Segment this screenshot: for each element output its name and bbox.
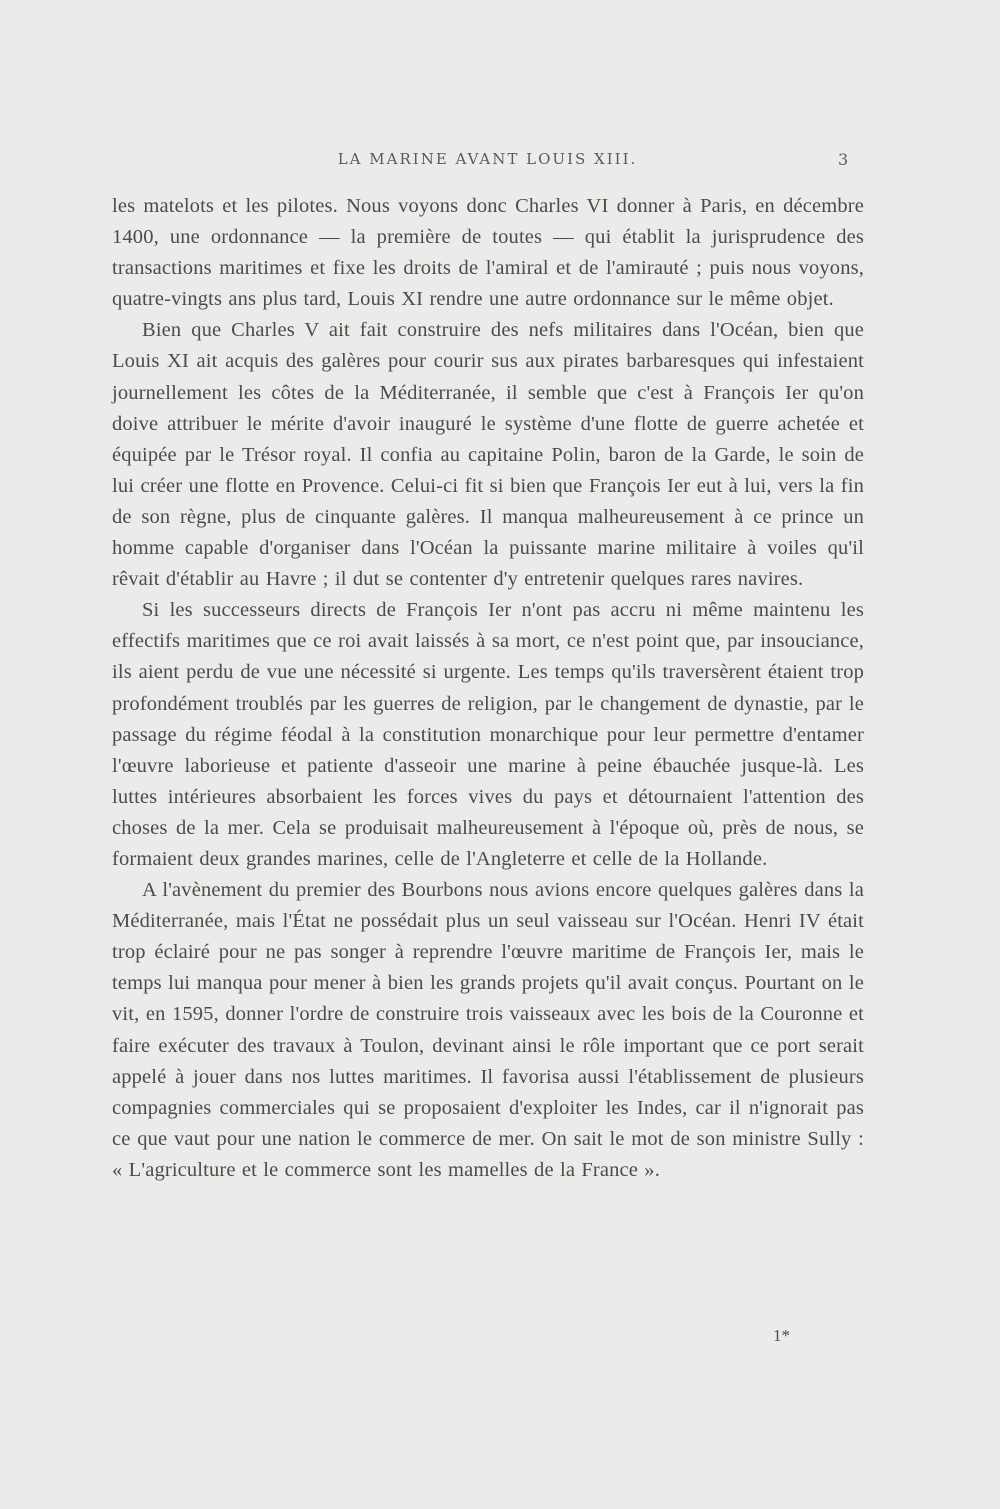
running-title: LA MARINE AVANT LOUIS XIII.	[337, 150, 638, 168]
paragraph: les matelots et les pilotes. Nous voyons donc Charles VI donner à Paris, en décembre 1400, une ordonnance — la première de toutes — qui établit la jurisprudence des transactions maritimes et fixe les droits de l'amiral et de l'amirauté ; puis nous voyons, quatre-vingts ans plus tard, Louis XI rendre une autre ordonnance sur le même objet.	[112, 195, 864, 311]
body-text	[112, 191, 864, 1186]
paragraph: Si les successeurs directs de François Ier n'ont pas accru ni même maintenu les effectifs maritimes que ce roi avait laissés à sa mort, ce n'est point que, par insouciance, ils aient perdu de vue une nécessité si urgente. Les temps qu'ils traversèrent étaient trop profondément troublés par les guerres de religion, par le changement de dynastie, par le passage du régime féodal à la constitution monarchique pour leur permettre d'entamer l'œuvre laborieuse et patiente d'asseoir une marine à peine ébauchée jusque-là. Les luttes intérieures absorbaient les forces vives du pays et détournaient l'attention des choses de la mer. Cela se produisait malheureusement à l'époque où, près de nous, se formaient deux grandes marines, celle de l'Angleterre et celle de la Hollande.	[112, 599, 864, 870]
signature-mark: 1*	[773, 1326, 790, 1345]
running-head	[0, 150, 1000, 174]
paragraph: Bien que Charles V ait fait construire des nefs militaires dans l'Océan, bien que Louis XI ait acquis des galères pour courir sus aux pirates barbaresques qui infestaient journellement les côtes de la Méditerranée, il semble que c'est à François Ier qu'on doive attribuer le mérite d'avoir inauguré le système d'une flotte de guerre achetée et équipée par le Trésor royal. Il confia au capitaine Polin, baron de la Garde, le soin de lui créer une flotte en Provence. Celui-ci fit si bien que François Ier eut à lui, vers la fin de son règne, plus de cinquante galères. Il manqua malheureusement à ce prince un homme capable d'organiser dans l'Océan la puissante marine militaire à voiles qu'il rêvait d'établir au Havre ; il dut se contenter d'y entretenir quelques rares navires.	[112, 319, 864, 591]
page-number: 3	[838, 150, 849, 169]
paragraph: A l'avènement du premier des Bourbons nous avions encore quelques galères dans la Méditerranée, mais l'État ne possédait plus un seul vaisseau sur l'Océan. Henri IV était trop éclairé pour ne pas songer à reprendre l'œuvre maritime de François Ier, mais le temps lui manqua pour mener à bien les grands projets qu'il avait conçus. Pourtant on le vit, en 1595, donner l'ordre de construire trois vaisseaux avec les bois de la Couronne et faire exécuter des travaux à Toulon, devinant ainsi le rôle important que ce port serait appelé à jouer dans nos luttes maritimes. Il favorisa aussi l'établissement de plusieurs compagnies commerciales qui se proposaient d'exploiter les Indes, car il n'ignorait pas ce que vaut pour une nation le commerce de mer. On sait le mot de son ministre Sully : « L'agriculture et le commerce sont les mamelles de la France ».	[112, 879, 864, 1181]
